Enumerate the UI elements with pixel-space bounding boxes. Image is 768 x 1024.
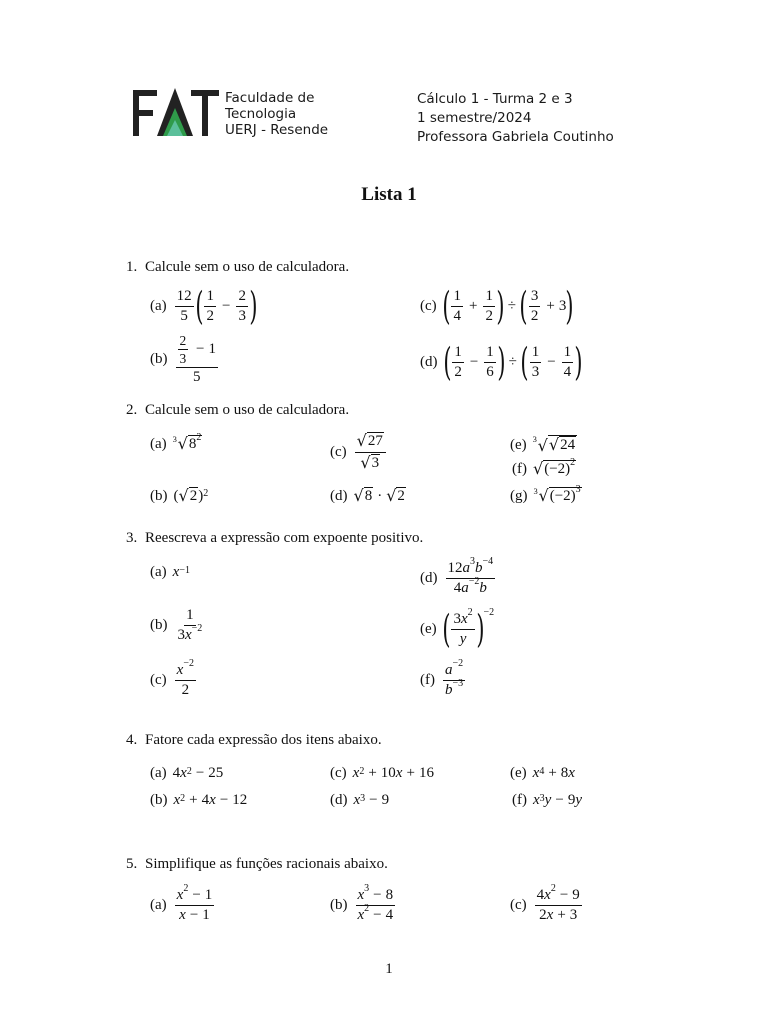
page-number: 1 [385,961,393,977]
math-expression: ( √ 2 ) $^2$ [173,486,209,505]
math-expression: x $^2$ + 4 x − 12 [173,792,248,808]
math-expression: 3 √ $8^2$ [172,432,202,453]
math-expression: $\frac{x^2 - 1}{x - 1}$ [176,883,213,923]
question-5-item-a: (a) $\frac{x^2 - 1}{x - 1}$ [150,887,216,924]
question-5-item-c: (c) $\frac{4x^2 - 9}{2x + 3}$ [510,887,584,924]
math-expression: x $^4$ + 8 x [532,765,575,781]
math-expression: √ $(-2)^2$ [533,457,576,478]
question-4-prompt: 4. Fatore cada expressão dos itens abaixo. [126,732,382,748]
question-4-item-d: (d) x $^3$ − 9 [330,792,390,808]
math-expression: ( $\frac{1}{4}$ + $\frac{1}{2}$ ) ÷ ( $\frac{3}{2}$ + 3 ) [441,284,574,328]
logo-text [225,90,345,138]
math-expression: x $^2$ + 10 x + 16 [352,765,434,781]
question-4-item-a: (a) 4 x $^2$ − 25 [150,765,224,781]
math-expression: $\frac{1}{3x^{-2}}$ [177,607,203,643]
math-expression: $\frac{a^{-2}}{b^{-3}}$ [445,658,464,698]
math-expression: x $^3$ y − 9 y [533,792,582,808]
math-expression: $\frac{x^{-2}}{2}$ [176,658,194,698]
math-expression: x $^3$ − 9 [353,792,390,808]
math-expression: ( $\frac{1}{2}$ − $\frac{1}{6}$ ) ÷ ( $\frac{1}{3}$ − $\frac{1}{4}$ ) [442,340,583,384]
math-expression: √ 8 · √ 2 [353,486,405,505]
question-2-item-c: (c) √ 27 √ 3 [330,432,388,473]
math-expression: 4 x $^2$ − 25 [172,765,224,781]
question-3-item-d: (d) $\frac{12a^3b^{-4}}{4a^{-2}b}$ [420,560,497,597]
question-1-item-d: (d) ( $\frac{1}{2}$ − $\frac{1}{6}$ ) ÷ ( $\frac{1}{3}$ − $\frac{1}{4}$ ) [420,340,583,384]
course-semester: 1 semestre/2024 [417,110,532,126]
logo-text-line: Faculdade de [225,90,315,106]
question-2-item-d: (d) √ 8 · √ 2 [330,486,405,505]
math-expression: 3 √ √ 24 [532,434,576,455]
question-5-prompt: 5. Simplifique as funções racionais abaixo. [126,856,388,872]
question-2-item-a: (a) 3 √ $8^2$ [150,432,202,453]
question-3-item-c: (c) $\frac{x^{-2}}{2}$ [150,662,198,699]
question-2-item-e: (e) 3 √ √ 24 [510,434,576,455]
course-info [417,90,614,147]
question-2-item-b: (b) ( √ 2 ) $^2$ [150,486,209,505]
question-4-item-f: (f) x $^3$ y − 9 y [512,792,582,808]
logo-text-line: Tecnologia [225,106,297,122]
page-title: Lista 1 [361,184,417,205]
math-expression: $\frac{12a^3b^{-4}}{4a^{-2}b}$ [447,556,494,596]
math-expression: $\frac{12}{5}$ ( $\frac{1}{2}$ − $\frac{2}{3}$ ) [176,284,258,328]
question-2-item-g: (g) 3 √ $(-2)^3$ [510,484,581,505]
question-4-item-b: (b) x $^2$ + 4 x − 12 [150,792,248,808]
question-1-item-a: (a) $\frac{12}{5}$ ( $\frac{1}{2}$ − $\frac{2}{3}$ ) [150,284,258,328]
math-expression: x $^{-1}$ [172,564,190,580]
math-expression: 3 √ $(-2)^3$ [533,484,581,505]
question-3-item-e: (e) ( $\frac{3x^2}{y}$ ) $^{-2}$ [420,606,495,651]
question-3-item-f: (f) $\frac{a^{-2}}{b^{-3}}$ [420,662,467,699]
math-expression: ( $\frac{3x^2}{y}$ ) $^{-2}$ [441,606,495,651]
question-1-item-c: (c) ( $\frac{1}{4}$ + $\frac{1}{2}$ ) ÷ ( $\frac{3}{2}$ + 3 ) [420,284,574,328]
question-4-item-c: (c) x $^2$ + 10 x + 16 [330,765,434,781]
question-1-item-b: (b) $\frac{2}{3}$ − 1 5 [150,333,220,386]
question-2-item-f: (f) √ $(-2)^2$ [512,457,576,478]
fat-logo-mark [133,86,221,138]
math-expression: $\frac{4x^2 - 9}{2x + 3}$ [536,883,580,923]
course-professor: Professora Gabriela Coutinho [417,129,614,145]
course-title: Cálculo 1 - Turma 2 e 3 [417,91,573,107]
question-4-item-e: (e) x $^4$ + 8 x [510,765,575,781]
math-expression: √ 27 √ 3 [353,432,388,473]
math-expression: $\frac{2}{3}$ − 1 5 [174,333,220,386]
question-1-prompt: 1. Calcule sem o uso de calculadora. [126,259,350,275]
logo-text-line: UERJ - Resende [225,122,329,138]
question-2-prompt: 2. Calcule sem o uso de calculadora. [126,402,350,418]
question-3-item-b: (b) $\frac{1}{3x^{-2}}$ [150,607,206,644]
question-5-item-b: (b) $\frac{x^3 - 8}{x^2 - 4}$ [330,887,397,924]
question-3-prompt: 3. Reescreva a expressão com expoente positivo. [126,530,424,546]
math-expression: $\frac{x^3 - 8}{x^2 - 4}$ [357,883,394,923]
question-3-item-a: (a) x $^{-1}$ [150,564,190,580]
